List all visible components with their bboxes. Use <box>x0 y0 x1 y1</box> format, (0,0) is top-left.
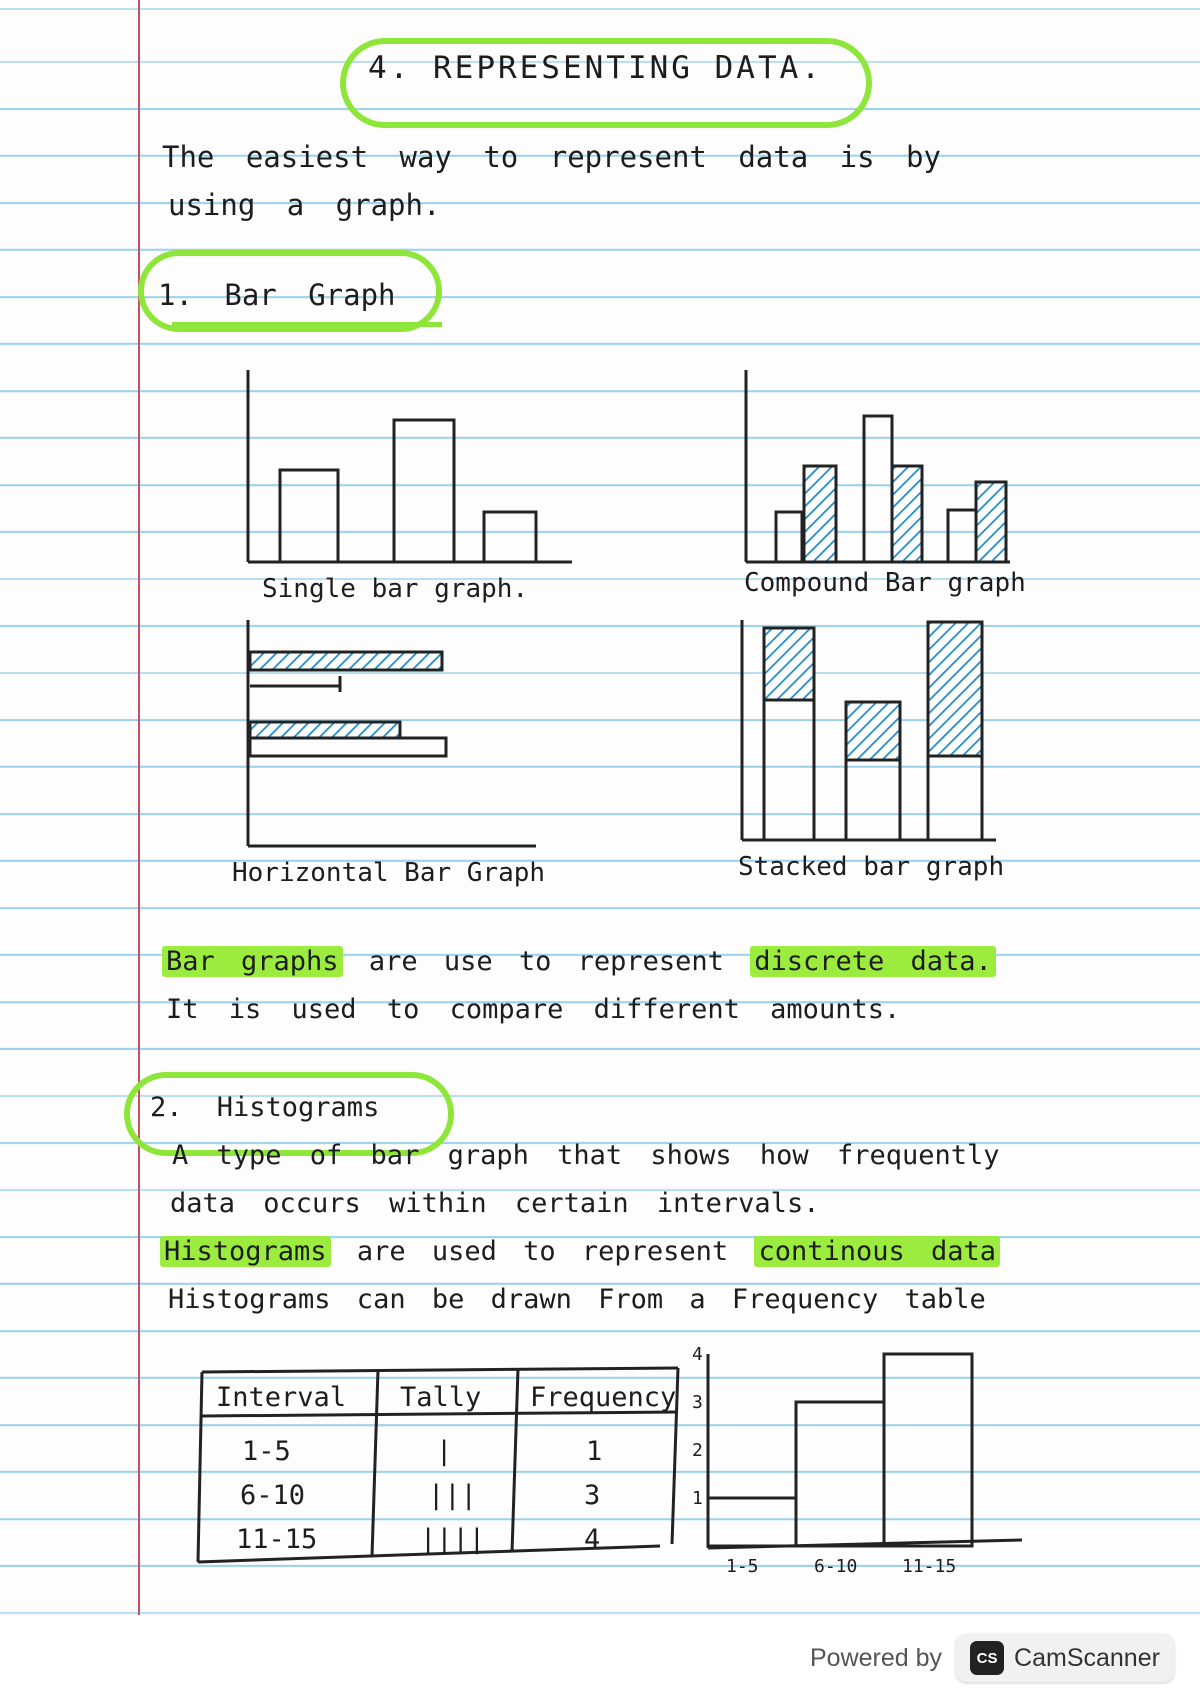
compound-bar-graph <box>746 370 1010 562</box>
table-cell-2-1: |||| <box>420 1524 486 1555</box>
histogram-bar-6-10 <box>796 1402 884 1546</box>
intro-line-1: The easiest way to represent data is by <box>162 140 941 174</box>
table-cell-0-1: | <box>436 1436 453 1467</box>
example-bar-graphs <box>0 330 1200 890</box>
page-title: 4. REPRESENTING DATA. <box>368 50 823 86</box>
table-header-2: Frequency <box>530 1382 677 1413</box>
note-1-middle: are use to represent <box>342 946 751 977</box>
camscanner-badge <box>956 1634 1174 1682</box>
histogram-y-tick-2: 2 <box>692 1440 703 1461</box>
table-cell-1-1: ||| <box>428 1480 477 1511</box>
histogram-y-tick-4: 4 <box>692 1344 703 1365</box>
bar-graph-note-2: It is used to compare different amounts. <box>166 994 901 1025</box>
histogram-line-4: Histograms can be drawn From a Frequency table <box>168 1284 986 1315</box>
camscanner-brand: CamScanner <box>1014 1643 1160 1672</box>
camscanner-logo-icon: CS <box>970 1641 1004 1675</box>
table-cell-2-0: 11-15 <box>236 1524 318 1555</box>
table-cell-0-0: 1-5 <box>242 1436 291 1467</box>
histogram-line-2: data occurs within certain intervals. <box>170 1188 820 1219</box>
table-header-0: Interval <box>216 1382 347 1413</box>
caption-single-bar-graph: Single bar graph. <box>262 574 529 604</box>
histogram-continuous-line <box>160 1236 1000 1267</box>
histogram-y-tick-1: 1 <box>692 1488 703 1509</box>
continuous-middle: are used to represent <box>330 1236 755 1267</box>
bar-graph-note-1 <box>162 946 996 977</box>
histogram-x-label-2: 11-15 <box>902 1556 957 1577</box>
histograms-heading: 2. Histograms <box>150 1092 380 1123</box>
table-cell-1-0: 6-10 <box>240 1480 306 1511</box>
histogram-x-label-0: 1-5 <box>726 1556 759 1577</box>
table-cell-0-2: 1 <box>586 1436 603 1467</box>
caption-compound-bar-graph: Compound Bar graph <box>744 568 1026 598</box>
highlight-discrete-data: discrete data. <box>750 946 996 977</box>
table-header-1: Tally <box>400 1382 482 1413</box>
bar-graph-heading-underline <box>172 322 442 327</box>
highlight-histograms: Histograms <box>160 1236 331 1267</box>
histogram-bar-1-5 <box>708 1498 796 1546</box>
stacked-bar-graph <box>742 620 996 840</box>
table-cell-2-2: 4 <box>584 1524 601 1555</box>
camscanner-footer <box>810 1634 1174 1682</box>
single-bar-graph <box>248 370 572 562</box>
table-cell-1-2: 3 <box>584 1480 601 1511</box>
frequency-table-and-histogram <box>0 1340 1200 1580</box>
histogram-x-label-1: 6-10 <box>814 1556 858 1577</box>
histogram <box>708 1354 1022 1548</box>
caption-stacked-bar-graph: Stacked bar graph <box>738 852 1005 882</box>
horizontal-bar-graph <box>248 620 536 846</box>
histogram-line-1: A type of bar graph that shows how frequently <box>172 1140 1000 1171</box>
intro-line-2: using a graph. <box>168 188 441 222</box>
histogram-bar-11-15 <box>884 1354 972 1546</box>
highlight-bar-graphs: Bar graphs <box>162 946 343 977</box>
bar-graph-heading: 1. Bar Graph <box>158 278 396 312</box>
highlight-continous-data: continous data <box>754 1236 1000 1267</box>
powered-by-text: Powered by <box>810 1643 943 1672</box>
caption-horizontal-bar-graph: Horizontal Bar Graph <box>232 858 546 888</box>
histogram-y-tick-3: 3 <box>692 1392 703 1413</box>
